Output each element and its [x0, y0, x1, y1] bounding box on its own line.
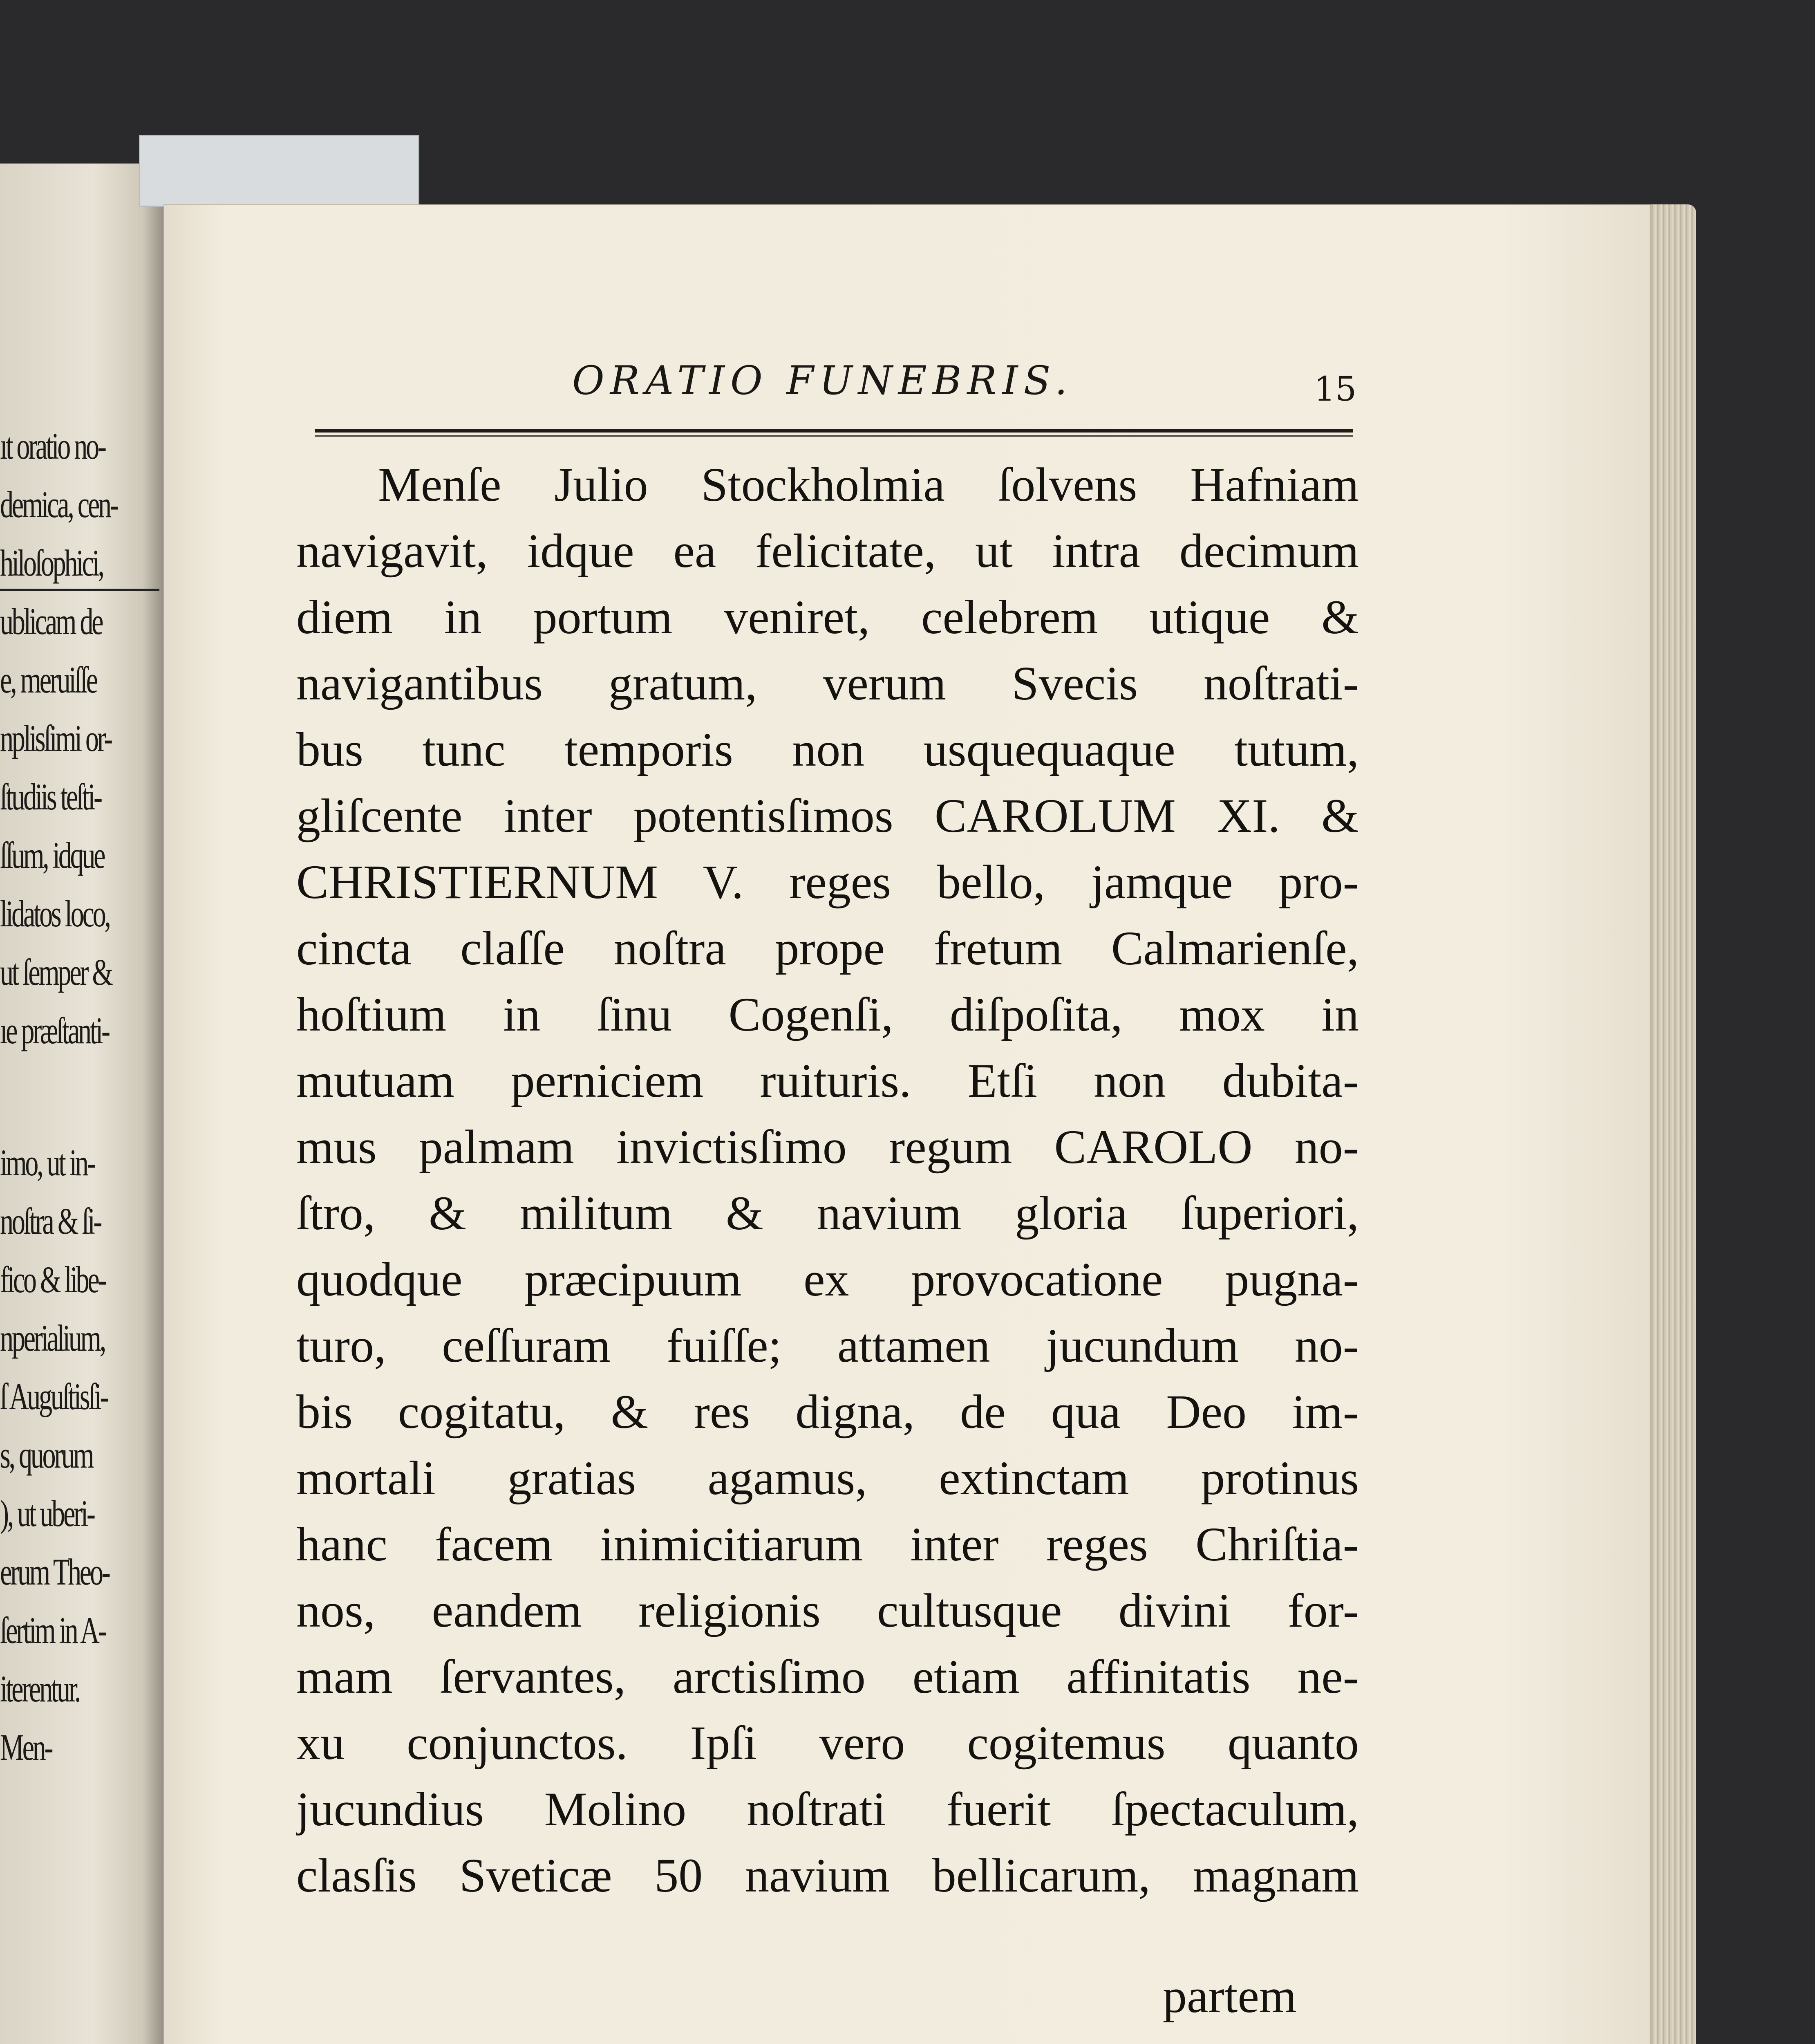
previous-page-line: imo, ut in- — [0, 1142, 94, 1183]
text-line: mam ſervantes, arctisſimo etiam affinitatis ne- — [296, 1650, 1359, 1703]
previous-page-line: noſtra & ſi- — [0, 1200, 101, 1242]
text-line: quodque præcipuum ex provocatione pugna- — [296, 1253, 1359, 1306]
text-line: navigavit, idque ea felicitate, ut intra decimum — [296, 524, 1359, 578]
text-line: hanc facem inimicitiarum inter reges Chriſtia- — [296, 1517, 1359, 1571]
text-line: bis cogitatu, & res digna, de qua Deo im- — [296, 1385, 1359, 1439]
previous-page-line: ıt oratio no- — [0, 425, 105, 467]
text-line: clasſis Sveticæ 50 navium bellicarum, magnam — [296, 1849, 1359, 1902]
previous-page-line: s, quorum — [0, 1434, 93, 1476]
text-line: Menſe Julio Stockholmia ſolvens Hafniam — [378, 458, 1359, 511]
previous-page-text — [0, 417, 123, 1777]
catchword: partem — [1163, 1969, 1297, 2023]
head-rule — [315, 429, 1353, 433]
previous-page-line: ſtudiis teſti- — [0, 776, 101, 818]
body-text — [296, 452, 1359, 1909]
previous-page-line: erum Theo- — [0, 1551, 109, 1593]
previous-page-line: e, meruiſſe — [0, 659, 96, 701]
previous-page-line: ſertim in A- — [0, 1609, 105, 1651]
previous-page-line: nplisſimi or- — [0, 717, 111, 759]
previous-page — [0, 164, 168, 2044]
previous-page-line: ublicam de — [0, 601, 102, 642]
text-line: mus palmam invictisſimo regum CAROLO no- — [296, 1120, 1359, 1174]
previous-page-line: fico & libe- — [0, 1259, 105, 1300]
previous-page-line: ut ſemper & — [0, 951, 112, 993]
previous-page-line: ſſum, idque — [0, 834, 104, 876]
paper-tab — [139, 135, 419, 207]
text-line: gliſcente inter potentisſimos CAROLUM XI. & — [296, 789, 1359, 843]
previous-page-line — [0, 1060, 123, 1134]
previous-page-line: hiloſophici, — [0, 542, 103, 584]
previous-page-line: ſ Auguſtisſi- — [0, 1376, 107, 1417]
text-line: CHRISTIERNUM V. reges bello, jamque pro- — [296, 855, 1359, 909]
running-head: ORATIO FUNEBRIS. — [572, 358, 1073, 403]
text-line: cincta claſſe noſtra prope fretum Calmarienſe, — [296, 921, 1359, 975]
text-line: ſtro, & militum & navium gloria ſuperiori, — [296, 1186, 1359, 1240]
head-rule-thin — [315, 435, 1353, 437]
text-line: jucundius Molino noſtrati fuerit ſpectaculum, — [296, 1782, 1359, 1836]
text-line: xu conjunctos. Ipſi vero cogitemus quanto — [296, 1716, 1359, 1770]
previous-page-line: lidatos loco, — [0, 893, 110, 935]
text-line: bus tunc temporis non usquequaque tutum, — [296, 723, 1359, 776]
text-line: nos, eandem religionis cultusque divini for- — [296, 1584, 1359, 1637]
previous-page-line: demica, cen- — [0, 484, 117, 525]
page-number: 15 — [1314, 370, 1357, 409]
previous-page-line: nperialium, — [0, 1317, 105, 1359]
text-line: navigantibus gratum, verum Svecis noſtrati- — [296, 657, 1359, 710]
text-line: mortali gratias agamus, extinctam protinus — [296, 1451, 1359, 1505]
text-line: turo, ceſſuram fuiſſe; attamen jucundum no- — [296, 1319, 1359, 1372]
text-line: hoſtium in ſinu Cogenſi, diſpoſita, mox in — [296, 988, 1359, 1041]
text-line: diem in portum veniret, celebrem utique & — [296, 590, 1359, 644]
previous-page-line: Men- — [0, 1726, 52, 1768]
previous-page-line: ıe præſtanti- — [0, 1010, 109, 1051]
previous-page-line: iterentur. — [0, 1668, 80, 1710]
previous-page-line: ), ut uberi- — [0, 1493, 94, 1534]
text-line: mutuam perniciem ruituris. Etſi non dubita- — [296, 1054, 1359, 1107]
